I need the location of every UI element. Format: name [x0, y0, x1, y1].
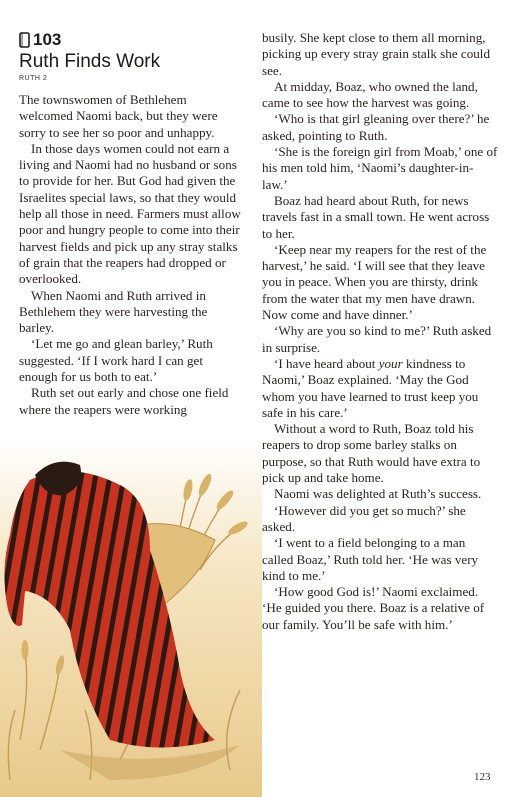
paragraph: Boaz had heard about Ruth, for news travels fast in a small town. He went across to her.	[262, 192, 490, 241]
book-icon	[19, 32, 30, 48]
story-title: Ruth Finds Work	[19, 51, 161, 72]
paragraph: ‘Let me go and glean barley,’ Ruth suggested. ‘If I work hard I can get enough for us both to eat.’	[19, 336, 213, 385]
paragraph: Ruth set out early and chose one field where the reapers were working	[19, 385, 229, 417]
paragraph: When Naomi and Ruth arrived in Bethlehem they were harvesting the barley.	[19, 287, 208, 336]
text-run: kindness to Naomi,’ Boaz explained. ‘May the God whom you have learned to trust keep you safe in his care.’	[262, 355, 479, 420]
left-text-column	[19, 92, 243, 418]
paragraph: ‘Keep near my reapers for the rest of the harvest,’ he said. ‘I will see that they leave you in peace. When you are thirsty, drink from the water that my men have drawn. Now come and have dinner.’	[262, 241, 487, 323]
paragraph: The townswomen of Bethlehem welcomed Naomi back, but they were sorry to see her so poor and unhappy.	[19, 92, 218, 140]
paragraph: At midday, Boaz, who owned the land, came to see how the harvest was going.	[262, 78, 478, 111]
story-number-line	[19, 30, 249, 50]
text-run: ‘I have heard about	[274, 355, 379, 371]
page-number: 123	[474, 771, 491, 783]
ruth-gleaning-illustration	[0, 440, 262, 797]
paragraph: ‘Why are you so kind to me?’ Ruth asked in surprise.	[262, 323, 492, 355]
scripture-reference: RUTH 2	[19, 75, 48, 82]
paragraph: ‘However did you get so much?’ she asked.	[262, 502, 466, 534]
paragraph: Naomi was delighted at Ruth’s success.	[274, 486, 482, 502]
right-text-column	[262, 30, 498, 633]
story-header	[19, 30, 249, 82]
paragraph: ‘She is the foreign girl from Moab,’ one of his men told him, ‘Naomi’s daughter-in-law.’	[262, 144, 498, 192]
paragraph: In those days women could not earn a living and Naomi had no husband or sons to provide for her. But God had given the Israelites special laws, so that they would help all those in need. Farmers must allow poor and hungry people to come into their harvest fields and pick up any stray stalks of grain that the reapers had dropped or overlooked.	[19, 140, 241, 287]
paragraph	[262, 356, 498, 421]
emphasized-word: your	[378, 355, 403, 371]
paragraph: Without a word to Ruth, Boaz told his reapers to drop some barley stalks on purpose, so that Ruth would have extra to pick up and take home.	[262, 421, 481, 486]
story-number: 103	[33, 30, 62, 49]
paragraph: ‘How good God is!’ Naomi exclaimed. ‘He guided you there. Boaz is a relative of our family. You’ll be safe with him.’	[262, 584, 485, 632]
paragraph: ‘Who is that girl gleaning over there?’ he asked, pointing to Ruth.	[262, 111, 490, 143]
paragraph: busily. She kept close to them all morning, picking up every stray grain stalk she could see.	[262, 30, 490, 78]
paragraph: ‘I went to a field belonging to a man called Boaz,’ Ruth told her. ‘He was very kind to me.’	[262, 535, 479, 583]
